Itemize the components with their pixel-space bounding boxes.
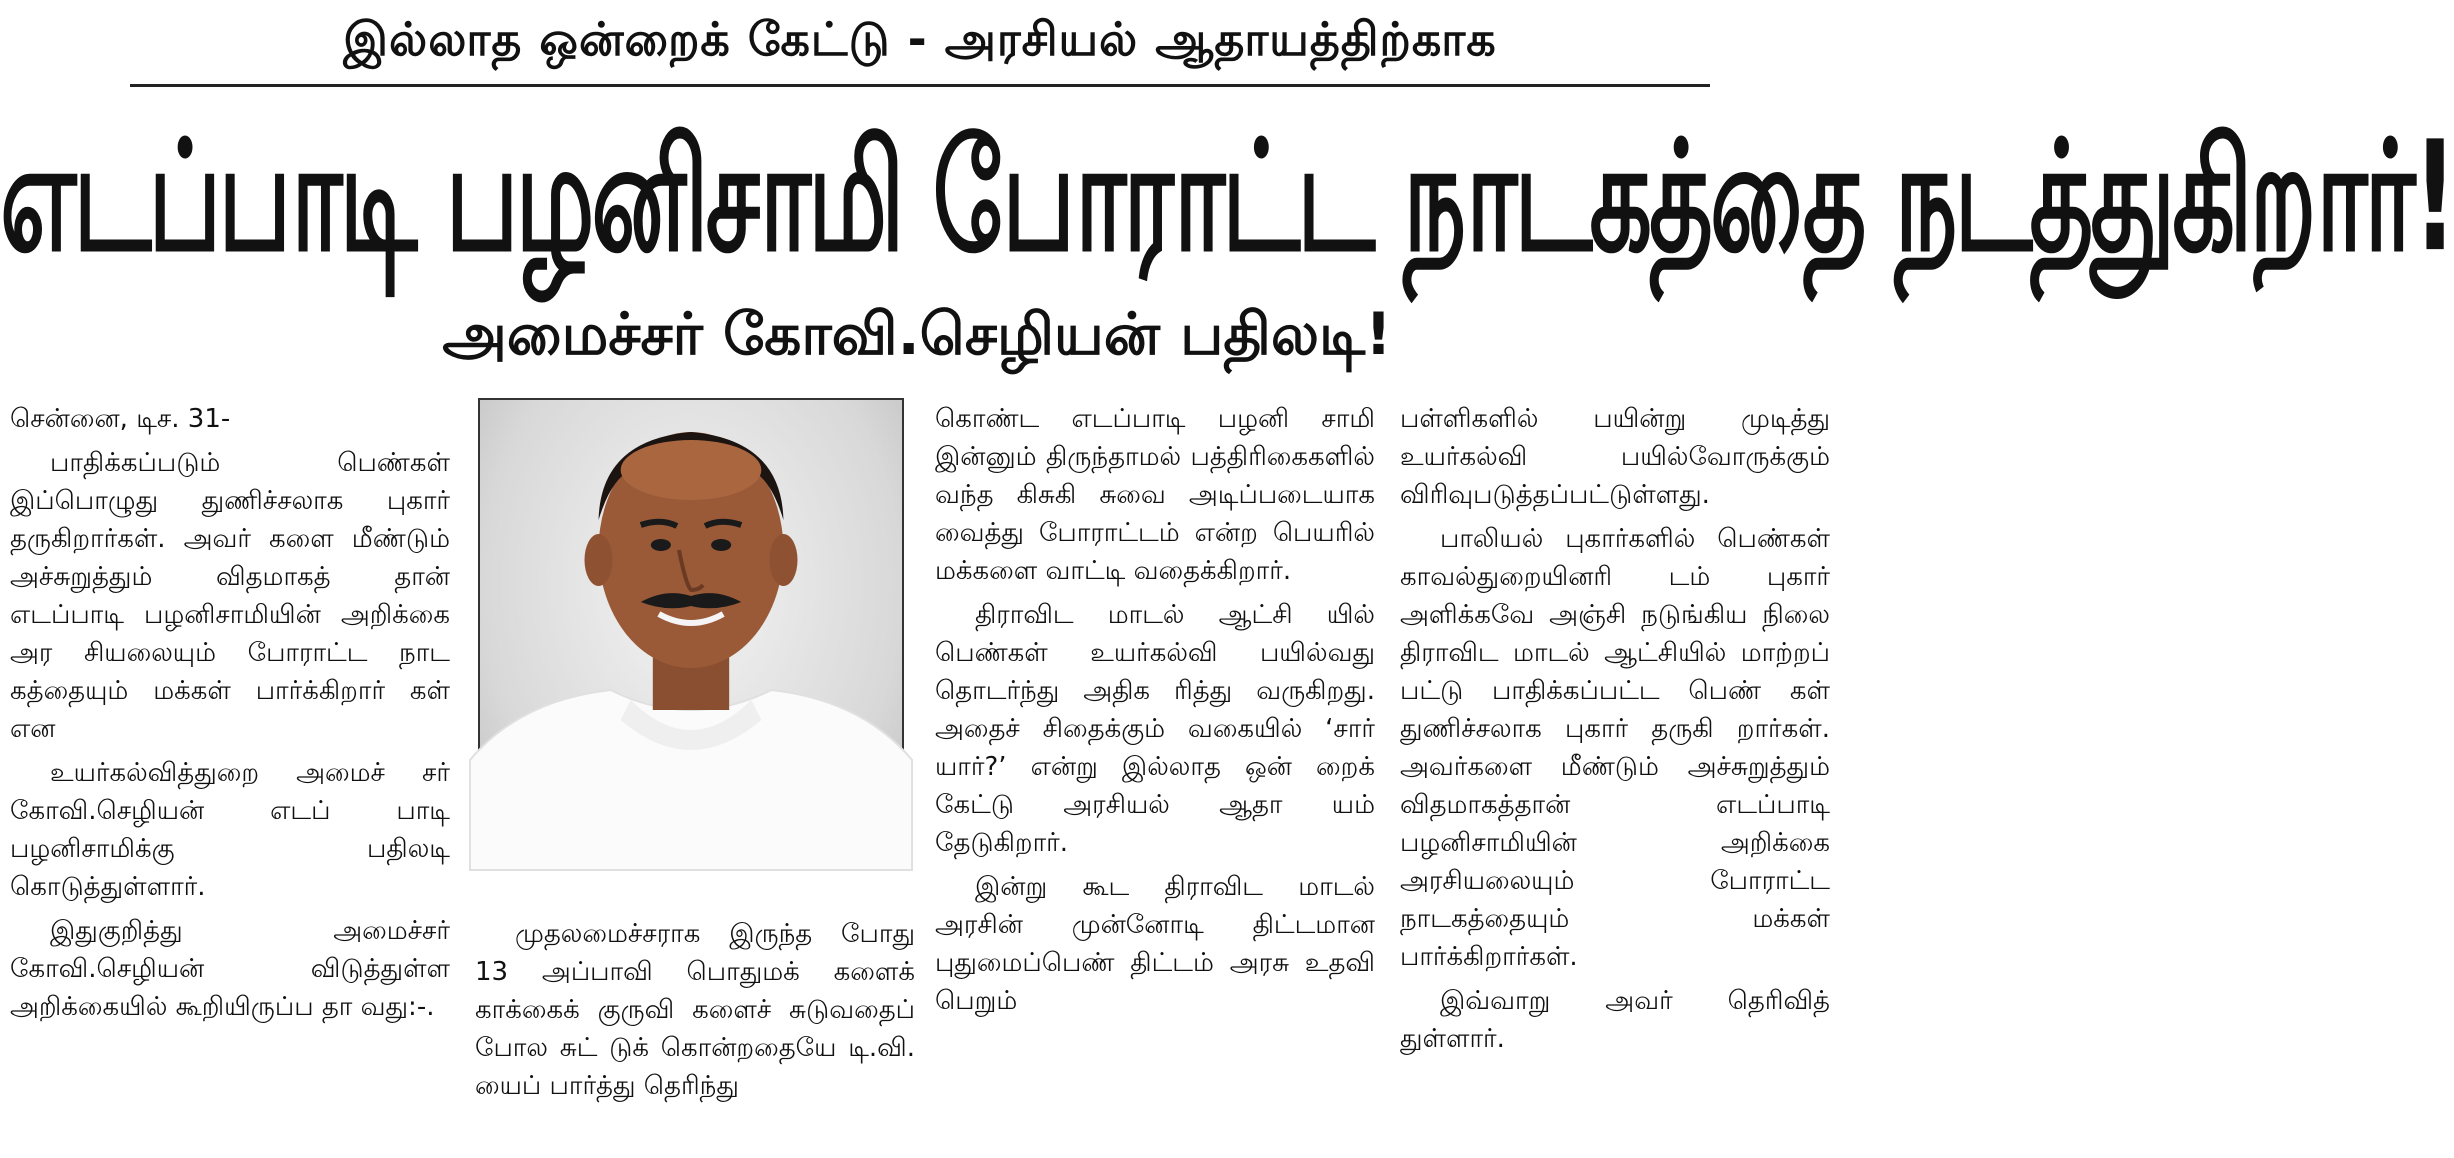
paragraph: பாலியல் புகார்களில் பெண்கள் காவல்துறையினரி டம் புகார் அளிக்கவே அஞ்சி நடுங்கிய நிலை திராவிட மாடல் ஆட்சியில் மாற்றப் பட்டு பாதிக்கப்பட்ட பெண் கள் துணிச்சலாக புகார் தருகி றார்கள். அவர்களை மீண்டும் அச்சுறுத்தும் விதமாகத்தான் எடப்பாடி பழனிசாமியின் அறிக்கை அரசியலையும் போராட்ட நாடகத்தையும் மக்கள் பார்க்கிறார்கள். [1400, 524, 1830, 972]
article-column-2 [475, 915, 915, 1111]
paragraph: இதுகுறித்து அமைச்சர் கோவி.செழியன் விடுத்துள்ள அறிக்கையில் கூறியிருப்ப தா வது:-. [10, 916, 450, 1022]
article-column-4 [1400, 400, 1830, 1064]
paragraph: இவ்வாறு அவர் தெரிவித் துள்ளார். [1400, 986, 1830, 1054]
main-headline: எடப்பாடி பழனிசாமி போராட்ட நாடகத்தை நடத்துகிறார்! [0, 109, 2454, 287]
article-column-1 [10, 400, 450, 1032]
paragraph: திராவிட மாடல் ஆட்சி யில் பெண்கள் உயர்கல்வி பயில்வது தொடர்ந்து அதிக ரித்து வருகிறது. அதைச் சிதைக்கும் வகையில் ‘சார் யார்?’ என்று இல்லாத ஒன் றைக் கேட்டு அரசியல் ஆதா யம் தேடுகிறார். [935, 600, 1375, 858]
paragraph: உயர்கல்வித்துறை அமைச் சர் கோவி.செழியன் எடப் பாடி பழனிசாமிக்கு பதிலடி கொடுத்துள்ளார். [10, 758, 450, 902]
sub-headline: அமைச்சர் கோவி.செழியன் பதிலடி! [442, 300, 1392, 368]
kicker-headline: இல்லாத ஒன்றைக் கேட்டு - அரசியல் ஆதாயத்திற்காக [343, 12, 1497, 66]
minister-portrait-photo [478, 398, 904, 862]
paragraph: கொண்ட எடப்பாடி பழனி சாமி இன்னும் திருந்தாமல் பத்திரிகைகளில் வந்த கிசுகி சுவை அடிப்படையாக வைத்து போராட்டம் என்ற பெயரில் மக்களை வாட்டி வதைக்கிறார். [935, 404, 1375, 586]
paragraph: பள்ளிகளில் பயின்று முடித்து உயர்கல்வி பயில்வோருக்கும் விரிவுபடுத்தப்பட்டுள்ளது. [1400, 404, 1830, 510]
paragraph: பாதிக்கப்படும் பெண்கள் இப்பொழுது துணிச்சலாக புகார் தருகிறார்கள். அவர் களை மீண்டும் அச்சுறுத்தும் விதமாகத் தான் எடப்பாடி பழனிசாமியின் அறிக்கை அர சியலையும் போராட்ட நாட கத்தையும் மக்கள் பார்க்கிறார் கள் என [10, 448, 450, 744]
article-column-3 [935, 400, 1375, 1026]
paragraph: இன்று கூட திராவிட மாடல் அரசின் முன்னோடி திட்டமான புதுமைப்பெண் திட்டம் அரசு உதவி பெறும் [935, 872, 1375, 1016]
paragraph: முதலமைச்சராக இருந்த போது 13 அப்பாவி பொதுமக் களைக் காக்கைக் குருவி களைச் சுடுவதைப் போல சுட் டுக் கொன்றதையே டி.வி. யைப் பார்த்து தெரிந்து [475, 919, 915, 1101]
dateline: சென்னை, டிச. 31- [10, 404, 231, 434]
